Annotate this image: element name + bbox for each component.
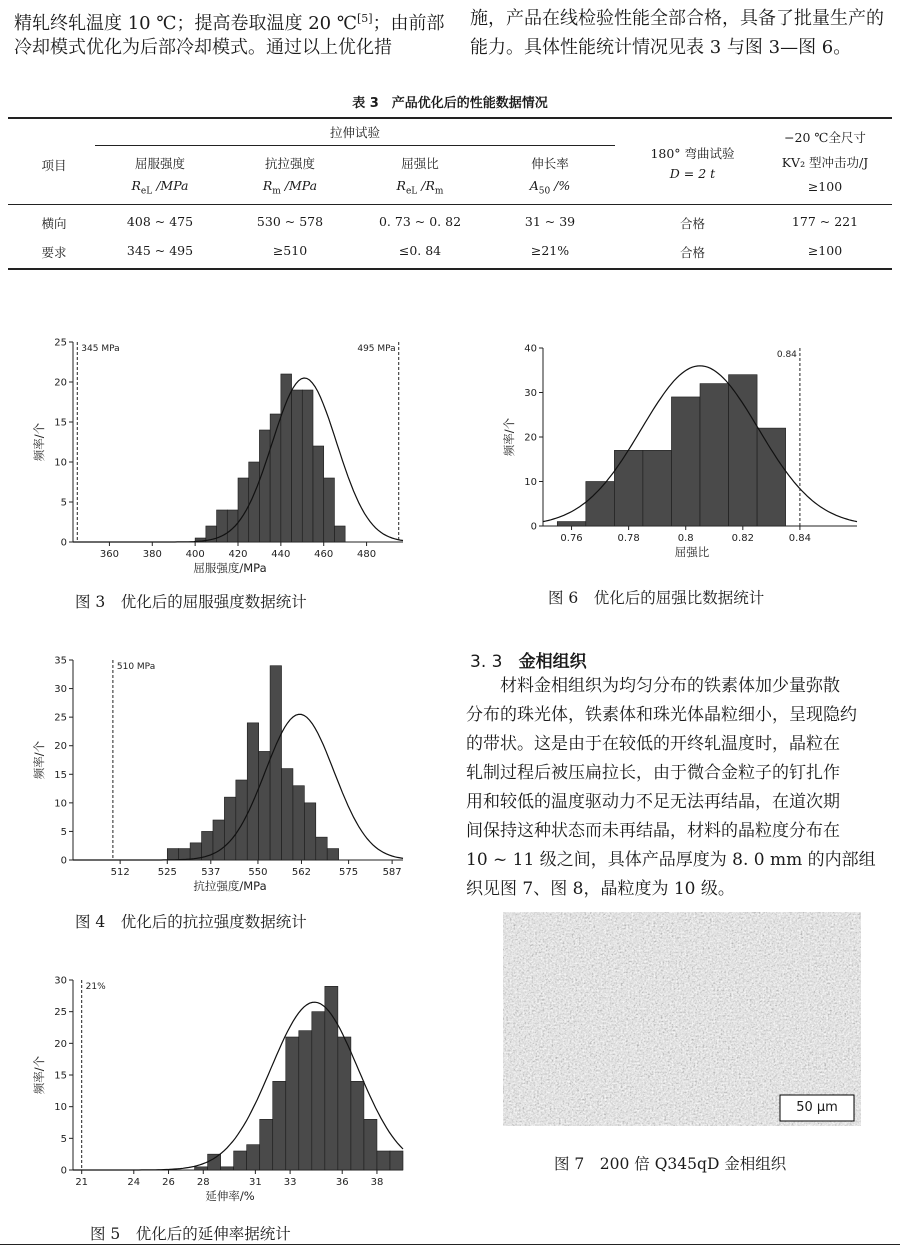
table-cell: 177 ~ 221	[791, 214, 859, 229]
histogram-bar	[671, 397, 700, 526]
table-cell: ≥100	[807, 243, 843, 258]
histogram-bar	[292, 390, 303, 542]
table-cell: 530 ~ 578	[256, 214, 324, 229]
histogram-bar	[312, 1012, 325, 1170]
histogram-bar	[195, 1167, 208, 1170]
y-tick-label: 15	[54, 417, 67, 429]
y-tick-label: 0	[60, 1165, 67, 1177]
x-tick-label: 575	[339, 867, 359, 878]
x-tick-label: 33	[283, 1177, 297, 1188]
y-axis-label: 频率/个	[32, 740, 46, 780]
table-col-impact-2: KV₂ 型冲击功/J	[781, 155, 869, 170]
x-tick-label: 26	[162, 1177, 175, 1188]
y-tick-label: 25	[54, 712, 67, 724]
table-col-yield: 屈服强度	[134, 156, 185, 171]
x-axis-label: 屈强比	[674, 545, 710, 559]
caption-fig6: 图 6 优化后的屈强比数据统计	[548, 589, 765, 607]
table-col-item: 项目	[41, 158, 67, 173]
y-axis-label: 频率/个	[502, 417, 516, 457]
histogram-bar	[293, 786, 304, 860]
histogram-bar	[208, 1154, 221, 1170]
x-tick-label: 0.76	[560, 533, 583, 544]
paragraph-line: 轧制过程后被压扁拉长，由于微合金粒子的钉扎作	[466, 763, 840, 783]
section-number: 3. 3	[470, 652, 503, 672]
table-cell: ≥21%	[530, 243, 570, 258]
x-axis-label: 抗拉强度/MPa	[193, 879, 267, 893]
right-column-line-2: 能力。具体性能统计情况见表 3 与图 3—图 6。	[470, 37, 852, 58]
x-tick-label: 480	[357, 549, 377, 560]
histogram-bar	[299, 1031, 312, 1170]
y-tick-label: 25	[54, 1007, 67, 1019]
table-title: 表 3 产品优化后的性能数据情况	[352, 96, 548, 111]
table-col-bend-d: D = 2 t	[669, 166, 716, 181]
histogram-bar	[390, 1151, 403, 1170]
table-cell: 合格	[679, 216, 705, 231]
paragraph-line: 用和较低的温度驱动力不足无法再结晶，在道次期	[466, 792, 840, 812]
histogram-bar	[316, 837, 327, 860]
table-mid-rule	[8, 204, 892, 205]
histogram-bar	[700, 384, 729, 526]
caption-fig5: 图 5 优化后的延伸率据统计	[90, 1225, 291, 1243]
table-col-bend: 180° 弯曲试验	[650, 146, 735, 161]
x-tick-label: 28	[196, 1177, 210, 1188]
histogram-bar	[227, 510, 238, 542]
table-cell: 408 ~ 475	[126, 214, 194, 229]
table-col-tensile: 抗拉强度	[264, 156, 315, 171]
y-tick-label: 0	[60, 537, 67, 549]
y-tick-label: 10	[54, 798, 67, 810]
histogram-bar	[238, 478, 249, 542]
x-tick-label: 0.84	[788, 533, 812, 544]
chart-fig5	[18, 970, 410, 1208]
micrograph-image	[503, 912, 861, 1126]
y-tick-label: 20	[524, 432, 537, 444]
x-tick-label: 420	[228, 549, 248, 560]
section-heading	[470, 647, 587, 672]
histogram-bar	[179, 849, 190, 860]
x-tick-label: 380	[142, 549, 162, 560]
histogram-bar	[282, 769, 293, 860]
histogram-bar	[273, 1081, 286, 1170]
histogram-bar	[338, 1037, 351, 1170]
histogram-bar	[327, 849, 338, 860]
table-col-ratio: 屈强比	[401, 156, 439, 171]
paragraph-line: 分布的珠光体，铁素体和珠光体晶粒细小，呈现隐约	[466, 705, 857, 725]
histogram-bar	[234, 1151, 247, 1170]
x-tick-label: 31	[249, 1177, 262, 1188]
y-tick-label: 20	[54, 1038, 67, 1050]
y-tick-label: 5	[60, 1133, 67, 1145]
chart-fig6	[485, 336, 865, 566]
table-col-impact-1: −20 ℃全尺寸	[784, 130, 866, 145]
x-tick-label: 21	[75, 1177, 89, 1188]
y-tick-label: 20	[54, 377, 67, 389]
text-span: ；由前部	[372, 13, 445, 34]
y-tick-label: 30	[524, 388, 537, 399]
histogram-bar	[247, 1145, 260, 1170]
histogram-bar	[334, 526, 345, 542]
y-tick-label: 20	[54, 741, 67, 753]
table-row-label: 要求	[41, 245, 67, 260]
table-row-label: 横向	[41, 216, 67, 231]
histogram-bar	[286, 1037, 299, 1170]
x-tick-label: 550	[248, 867, 268, 878]
histogram-bar	[313, 446, 324, 542]
y-tick-label: 10	[524, 477, 537, 488]
limit-label: 21%	[85, 982, 106, 992]
x-tick-label: 0.8	[677, 533, 694, 544]
reference-mark: [5]	[356, 12, 373, 25]
histogram-bar	[377, 1151, 390, 1170]
y-tick-label: 30	[54, 684, 67, 696]
y-tick-label: 15	[54, 1070, 67, 1082]
paragraph-line: 间保持这种状态而未再结晶，材料的晶粒度分布在	[466, 821, 840, 841]
histogram-bar	[236, 780, 247, 860]
histogram-bar	[224, 797, 235, 860]
table-bottom-rule	[8, 268, 892, 270]
x-tick-label: 360	[99, 549, 119, 560]
table-cell: 345 ~ 495	[126, 243, 194, 258]
paragraph-line: 材料金相组织为均匀分布的铁素体加少量弥散	[466, 676, 840, 696]
table-unit-yield: $R_{eL}$ /MPa	[131, 178, 189, 197]
section-title: 金相组织	[518, 652, 587, 672]
y-tick-label: 10	[54, 457, 67, 469]
scale-bar-label: 50 μm	[796, 1100, 838, 1115]
caption-fig3: 图 3 优化后的屈服强度数据统计	[75, 593, 307, 611]
x-tick-label: 36	[335, 1177, 349, 1188]
table-cell: 31 ~ 39	[524, 214, 576, 229]
y-tick-label: 15	[54, 769, 67, 781]
chart-fig4	[18, 650, 410, 900]
histogram-bar	[259, 751, 270, 860]
x-tick-label: 38	[370, 1177, 384, 1188]
histogram-bar	[270, 666, 281, 860]
x-tick-label: 0.78	[617, 533, 640, 544]
x-tick-label: 400	[185, 549, 205, 560]
table-unit-tensile: $R_m$ /MPa	[262, 178, 318, 197]
histogram-bar	[729, 375, 758, 526]
histogram-bar	[364, 1119, 377, 1170]
histogram-bar	[304, 803, 315, 860]
table-col-elong: 伸长率	[531, 156, 569, 171]
x-tick-label: 460	[314, 549, 334, 560]
table-unit-elong: $A_{50}$ /%	[529, 178, 571, 197]
left-column-line-2: 冷却模式优化为后部冷却模式。通过以上优化措	[14, 37, 392, 58]
limit-label: 345 MPa	[81, 344, 120, 354]
histogram-bar	[259, 430, 270, 542]
y-axis-label: 频率/个	[32, 422, 46, 462]
histogram-bar	[757, 428, 786, 526]
y-tick-label: 30	[54, 975, 67, 987]
y-tick-label: 25	[54, 337, 67, 349]
caption-fig7: 图 7 200 倍 Q345qD 金相组织	[554, 1155, 787, 1173]
limit-label: 0.84	[776, 350, 797, 360]
right-column-line-1: 施，产品在线检验性能全部合格，具备了批量生产的	[470, 8, 884, 29]
paragraph-line: 的带状。这是由于在较低的开终轧温度时，晶粒在	[466, 734, 840, 754]
paragraph-line: 织见图 7、图 8，晶粒度为 10 级。	[466, 879, 735, 899]
y-tick-label: 0	[530, 521, 537, 533]
x-axis-label: 屈服强度/MPa	[193, 561, 267, 575]
x-tick-label: 512	[110, 867, 130, 878]
histogram-bar	[260, 1119, 273, 1170]
text-span: 精轧终轧温度 10 ℃；提高卷取温度 20 ℃	[14, 13, 357, 34]
table-cell: ≤0. 84	[398, 243, 442, 258]
histogram-bar	[302, 390, 313, 542]
x-tick-label: 537	[201, 867, 221, 878]
table-group-rule	[95, 145, 615, 146]
x-tick-label: 525	[157, 867, 177, 878]
y-tick-label: 5	[60, 497, 67, 509]
histogram-bar	[221, 1167, 234, 1170]
paragraph-line: 10 ~ 11 级之间，具体产品厚度为 8. 0 mm 的内部组	[466, 850, 876, 870]
x-axis-label: 延伸率/%	[205, 1189, 255, 1203]
table-cell: ≥510	[272, 243, 308, 258]
histogram-bar	[167, 849, 178, 860]
page-bottom-rule	[0, 1244, 900, 1245]
x-tick-label: 0.82	[731, 533, 754, 544]
histogram-bar	[351, 1081, 364, 1170]
x-tick-label: 440	[271, 549, 291, 560]
y-tick-label: 40	[524, 343, 537, 355]
histogram-bar	[557, 522, 586, 526]
micrograph-texture	[503, 912, 861, 1126]
x-tick-label: 24	[127, 1177, 141, 1188]
table-top-rule	[8, 117, 892, 119]
y-axis-label: 频率/个	[32, 1055, 46, 1095]
table-group-header: 拉伸试验	[329, 125, 380, 140]
table-unit-ratio: $R_{eL}$ $/R_m$	[396, 178, 444, 197]
y-tick-label: 35	[54, 655, 67, 667]
y-tick-label: 10	[54, 1102, 67, 1114]
chart-fig3	[18, 332, 410, 580]
histogram-bar	[213, 820, 224, 860]
caption-fig4: 图 4 优化后的抗拉强度数据统计	[75, 913, 307, 931]
limit-label: 495 MPa	[357, 344, 396, 354]
histogram-bar	[643, 450, 672, 526]
y-tick-label: 0	[60, 855, 67, 867]
table-col-impact-3: ≥100	[807, 179, 843, 194]
table-cell: 0. 73 ~ 0. 82	[378, 214, 462, 229]
x-tick-label: 587	[382, 867, 402, 878]
x-tick-label: 562	[291, 867, 312, 878]
limit-label: 510 MPa	[116, 662, 156, 672]
y-tick-label: 5	[60, 826, 67, 838]
histogram-bar	[614, 450, 643, 526]
table-cell: 合格	[679, 245, 705, 260]
histogram-bar	[281, 374, 292, 542]
histogram-bar	[324, 478, 335, 542]
